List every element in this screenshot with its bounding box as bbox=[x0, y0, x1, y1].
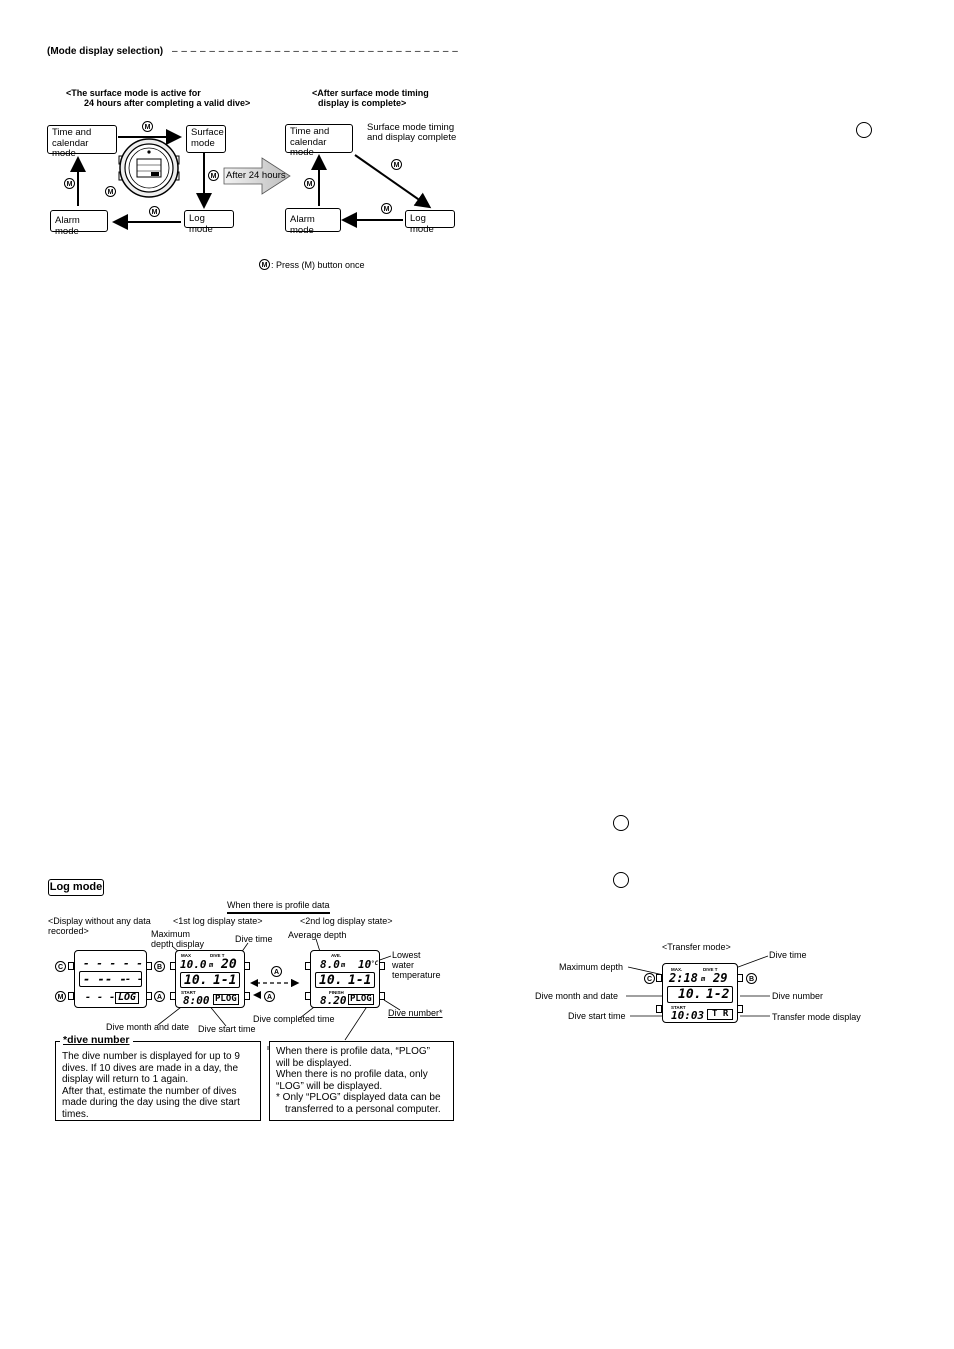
lcd-state1-max-label: MAX bbox=[181, 953, 191, 958]
lcd-transfer-dive-number: 1-2 bbox=[706, 987, 730, 1002]
lcd-state2-date: 10. bbox=[319, 973, 343, 988]
lcd-transfer-dive-time: 29 bbox=[713, 971, 728, 985]
lcd-state1-date: 10. bbox=[184, 973, 208, 988]
surface-line2: mode bbox=[191, 137, 215, 149]
surface-line1: Surface bbox=[191, 127, 224, 138]
m-button-icon: M bbox=[391, 159, 402, 170]
lcd-state1-depth: 10.0 bbox=[180, 958, 207, 971]
m-button-icon: M bbox=[149, 206, 160, 217]
lcd-transfer-start-time: 10:03 bbox=[671, 1009, 705, 1022]
lcd-state2-avg-depth: 8.0 bbox=[320, 958, 340, 971]
lcd-transfer-tr-display: T R bbox=[707, 1009, 733, 1020]
profile-note-line6: transferred to a personal computer. bbox=[285, 1103, 441, 1115]
label-max-depth-line2: depth display bbox=[151, 939, 205, 949]
label-dive-time: Dive time bbox=[235, 934, 273, 944]
lcd-state1-plog: PLOG bbox=[215, 994, 237, 1004]
transfer-mode-caption: <Transfer mode> bbox=[662, 942, 731, 952]
b-button-icon: B bbox=[154, 961, 165, 972]
lcd-no-data-r2b: - - bbox=[105, 972, 127, 986]
lcd-transfer-depth: 2:18 bbox=[669, 971, 698, 985]
lcd-state2-finish-label: FINISH bbox=[329, 990, 344, 995]
lcd-state1-dive-time: 20 bbox=[221, 957, 237, 972]
lcd-state1-dive-number: 1-1 bbox=[213, 973, 237, 988]
lcd-state1-dive-t-label: DIVE T bbox=[210, 953, 225, 958]
lcd-no-data-r3a: - - - bbox=[85, 992, 116, 1003]
lcd-transfer-date: 10. bbox=[678, 987, 702, 1002]
right-caption-line1: <After surface mode timing bbox=[312, 88, 429, 98]
alarm-mode-box-left: Alarm mode bbox=[50, 210, 108, 232]
state2-caption: <2nd log display state> bbox=[300, 916, 393, 926]
left-caption-line1: <The surface mode is active for bbox=[66, 88, 201, 98]
label-dive-completed-time: Dive completed time bbox=[253, 1014, 335, 1024]
log-mode-box-right: Log mode bbox=[405, 210, 455, 228]
dive-number-note-title: *dive number bbox=[60, 1035, 133, 1046]
log-mode-title: Log mode bbox=[48, 879, 104, 896]
a-button-icon: A bbox=[154, 991, 165, 1002]
label-max-depth-line1: Maximum bbox=[151, 929, 191, 939]
lcd-no-data-r1a: - - - bbox=[83, 957, 117, 970]
c-button-icon: C bbox=[55, 961, 66, 972]
lcd-state2-plog: PLOG bbox=[350, 994, 372, 1004]
m-button-icon: M bbox=[64, 178, 75, 189]
m-button-icon: M bbox=[304, 178, 315, 189]
log-mode-box-left: Log mode bbox=[184, 210, 234, 228]
m-button-icon: M bbox=[142, 121, 153, 132]
time-calendar-line2: calendar mode bbox=[52, 137, 89, 159]
alarm-mode-box-right: Alarm mode bbox=[285, 208, 341, 232]
lcd-state2-temp: 10 bbox=[358, 958, 372, 971]
profile-note-line2: will be displayed. bbox=[276, 1057, 352, 1069]
lcd-state1-unit: m bbox=[209, 961, 214, 969]
c-button-icon: C bbox=[644, 973, 655, 984]
transfer-label-dive-time: Dive time bbox=[769, 950, 807, 960]
after-24-hours-label: After 24 hours bbox=[226, 170, 286, 181]
lcd-state2-finish-time: 8.20 bbox=[320, 994, 347, 1007]
surface-complete-line2: and display complete bbox=[367, 132, 457, 143]
profile-note-line1: When there is profile data, “PLOG” bbox=[276, 1046, 430, 1057]
lcd-state2-ave-label: AVE. bbox=[331, 953, 342, 958]
heading-dash-rule: – – – – – – – – – – – – – – – – – – – – – – – – – – – – – – – bbox=[172, 46, 459, 57]
label-lowest-line1: Lowest bbox=[392, 950, 421, 960]
right-caption-line2: display is complete> bbox=[318, 98, 407, 108]
lcd-transfer-row2 bbox=[667, 986, 733, 1003]
lcd-transfer-unit: m bbox=[701, 975, 706, 983]
m-button-icon: M bbox=[105, 186, 116, 197]
lcd-no-data-r1b: - - bbox=[123, 957, 143, 970]
profile-data-header: When there is profile data bbox=[227, 900, 330, 914]
dive-number-note-line6: times. bbox=[62, 1108, 89, 1120]
mode-selection-heading: (Mode display selection) bbox=[47, 46, 164, 57]
no-data-caption-line2: recorded> bbox=[48, 926, 89, 936]
transfer-label-dive-number: Dive number bbox=[772, 991, 824, 1001]
lcd-no-data-r2a: - - bbox=[83, 972, 105, 986]
label-dive-month-date: Dive month and date bbox=[106, 1022, 190, 1032]
left-caption-line2: 24 hours after completing a valid dive> bbox=[84, 98, 251, 108]
dive-number-note-line3: display will return to 1 again. bbox=[62, 1074, 189, 1085]
dive-number-note-line1: The dive number is displayed for up to 9 bbox=[62, 1051, 240, 1062]
lcd-state2-temp-unit: °C bbox=[371, 960, 379, 967]
lcd-no-data-log: LOG bbox=[115, 992, 139, 1004]
state1-caption: <1st log display state> bbox=[173, 916, 263, 926]
dive-number-note-line2: dives. If 10 dives are made in a day, the bbox=[62, 1062, 239, 1074]
dive-number-note-line4: After that, estimate the number of dives bbox=[62, 1085, 237, 1097]
label-dive-start-time: Dive start time bbox=[198, 1024, 256, 1034]
profile-note-line3: When there is no profile data, only bbox=[276, 1069, 428, 1080]
time-calendar-line1: Time and bbox=[290, 126, 330, 137]
transfer-label-dive-month-date: Dive month and date bbox=[535, 991, 619, 1001]
lcd-state1-start-time: 8:00 bbox=[183, 994, 210, 1007]
time-calendar-line1: Time and bbox=[52, 127, 92, 138]
lcd-state2-unit: m bbox=[341, 961, 346, 969]
a-button-icon: A bbox=[271, 966, 282, 977]
b-button-icon: B bbox=[746, 973, 757, 984]
no-data-caption-line1: <Display without any data bbox=[48, 916, 151, 926]
label-lowest-line3: temperature bbox=[392, 970, 441, 980]
m-button-icon: M bbox=[381, 203, 392, 214]
transfer-label-dive-start: Dive start time bbox=[568, 1011, 626, 1021]
label-average-depth: Average depth bbox=[288, 930, 347, 940]
label-dive-number: Dive number* bbox=[388, 1008, 443, 1018]
lcd-transfer-start-label: START bbox=[671, 1005, 686, 1010]
m-button-icon: M bbox=[55, 991, 66, 1002]
lcd-no-data-r2c: - - bbox=[125, 974, 144, 985]
dive-number-note-line5: made during the day using the dive start bbox=[62, 1097, 240, 1108]
transfer-label-mode-display: Transfer mode display bbox=[772, 1012, 861, 1022]
lcd-transfer-max-label: MAX. bbox=[671, 967, 683, 972]
legend-text: : Press (M) button once bbox=[271, 260, 365, 270]
m-button-icon: M bbox=[259, 259, 270, 270]
m-button-icon: M bbox=[208, 170, 219, 181]
surface-complete-line1: Surface mode timing bbox=[367, 122, 455, 133]
lcd-state2-dive-number: 1-1 bbox=[348, 973, 372, 988]
profile-note-line4: “LOG” will be displayed. bbox=[276, 1080, 383, 1092]
lcd-transfer bbox=[662, 963, 738, 1023]
lcd-state1-start-label: START bbox=[181, 990, 196, 995]
lcd-transfer-dive-t-label: DIVE T bbox=[703, 967, 718, 972]
transfer-label-max-depth: Maximum depth bbox=[559, 962, 624, 972]
a-button-icon: A bbox=[264, 991, 275, 1002]
profile-note-line5: * Only “PLOG” displayed data can be bbox=[276, 1092, 441, 1103]
time-calendar-line2: calendar mode bbox=[290, 136, 327, 158]
label-lowest-line2: water bbox=[392, 960, 415, 970]
